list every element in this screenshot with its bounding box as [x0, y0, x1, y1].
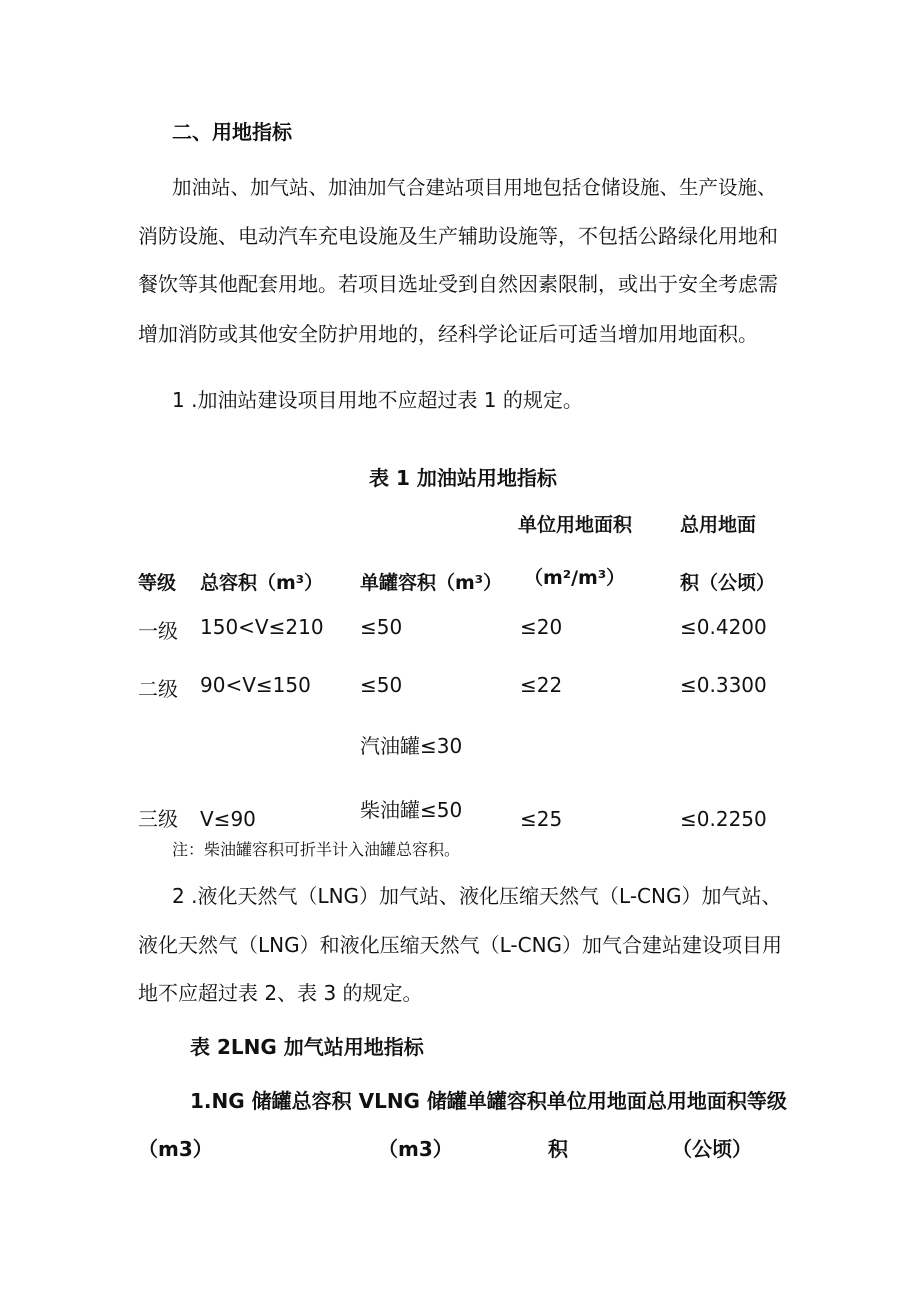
item-2-line-2: 液化天然气（LNG）和液化压缩天然气（L-CNG）加气合建站建设项目用	[138, 933, 783, 957]
item-2-line-1: 2 .液化天然气（LNG）加气站、液化压缩天然气（L-CNG）加气站、	[172, 884, 782, 908]
table1-header-unit-line2: （m²/m³）	[524, 567, 626, 589]
table2-title: 表 2LNG 加气站用地指标	[190, 1035, 424, 1059]
table2-unit-c: 积	[548, 1137, 568, 1161]
intro-line-3: 餐饮等其他配套用地。若项目选址受到自然因素限制，或出于安全考虑需	[138, 272, 778, 296]
table1-header-grade: 等级	[138, 572, 177, 594]
item-2-line-3: 地不应超过表 2、表 3 的规定。	[138, 981, 423, 1005]
table2-unit-a: （m3）	[138, 1137, 213, 1161]
table1-header-total: 总容积（m³）	[200, 572, 324, 594]
table1-header-unit-line1: 单位用地面积	[518, 514, 633, 536]
section-heading: 二、用地指标	[172, 120, 292, 144]
intro-line-2: 消防设施、电动汽车充电设施及生产辅助设施等，不包括公路绿化用地和	[138, 224, 778, 248]
intro-line-1: 加油站、加气站、加油加气合建站项目用地包括仓储设施、生产设施、	[172, 176, 777, 199]
table1-row3-grade: 三级	[138, 807, 178, 831]
table1-note: 注：柴油罐容积可折半计入油罐总容积。	[172, 840, 461, 859]
table1-row3-unit: ≤25	[520, 807, 563, 831]
item-1-text: 1 .加油站建设项目用地不应超过表 1 的规定。	[172, 388, 583, 412]
table1-row3-area: ≤0.2250	[680, 807, 767, 831]
table1-row1-total: 150<V≤210	[200, 615, 324, 639]
table1-row1-area: ≤0.4200	[680, 615, 767, 639]
table1-header-area-line2: 积（公顷）	[680, 572, 776, 594]
table1-row2-area: ≤0.3300	[680, 673, 767, 697]
table1-row3-single-line1: 汽油罐≤30	[360, 734, 463, 758]
table1-row3-single-line2: 柴油罐≤50	[360, 798, 463, 822]
table1-header-area-line1: 总用地面	[680, 514, 757, 536]
table1-row2-unit: ≤22	[520, 673, 563, 697]
table1-header-single: 单罐容积（m³）	[360, 572, 503, 594]
table1-row1-single: ≤50	[360, 615, 403, 639]
table1-title: 表 1 加油站用地指标	[369, 466, 557, 490]
table1-row2-grade: 二级	[138, 677, 178, 701]
table1-row2-total: 90<V≤150	[200, 673, 311, 697]
table1-row1-grade: 一级	[138, 619, 178, 643]
table2-unit-d: （公顷）	[672, 1137, 752, 1161]
intro-line-4: 增加消防或其他安全防护用地的，经科学论证后可适当增加用地面积。	[138, 322, 758, 346]
table1-row1-unit: ≤20	[520, 615, 563, 639]
table1-row3-total: V≤90	[200, 807, 256, 831]
table2-header-line1: 1.NG 储罐总容积 VLNG 储罐单罐容积单位用地面总用地面积等级	[190, 1089, 787, 1113]
table1-row2-single: ≤50	[360, 673, 403, 697]
table2-unit-b: （m3）	[378, 1137, 453, 1161]
